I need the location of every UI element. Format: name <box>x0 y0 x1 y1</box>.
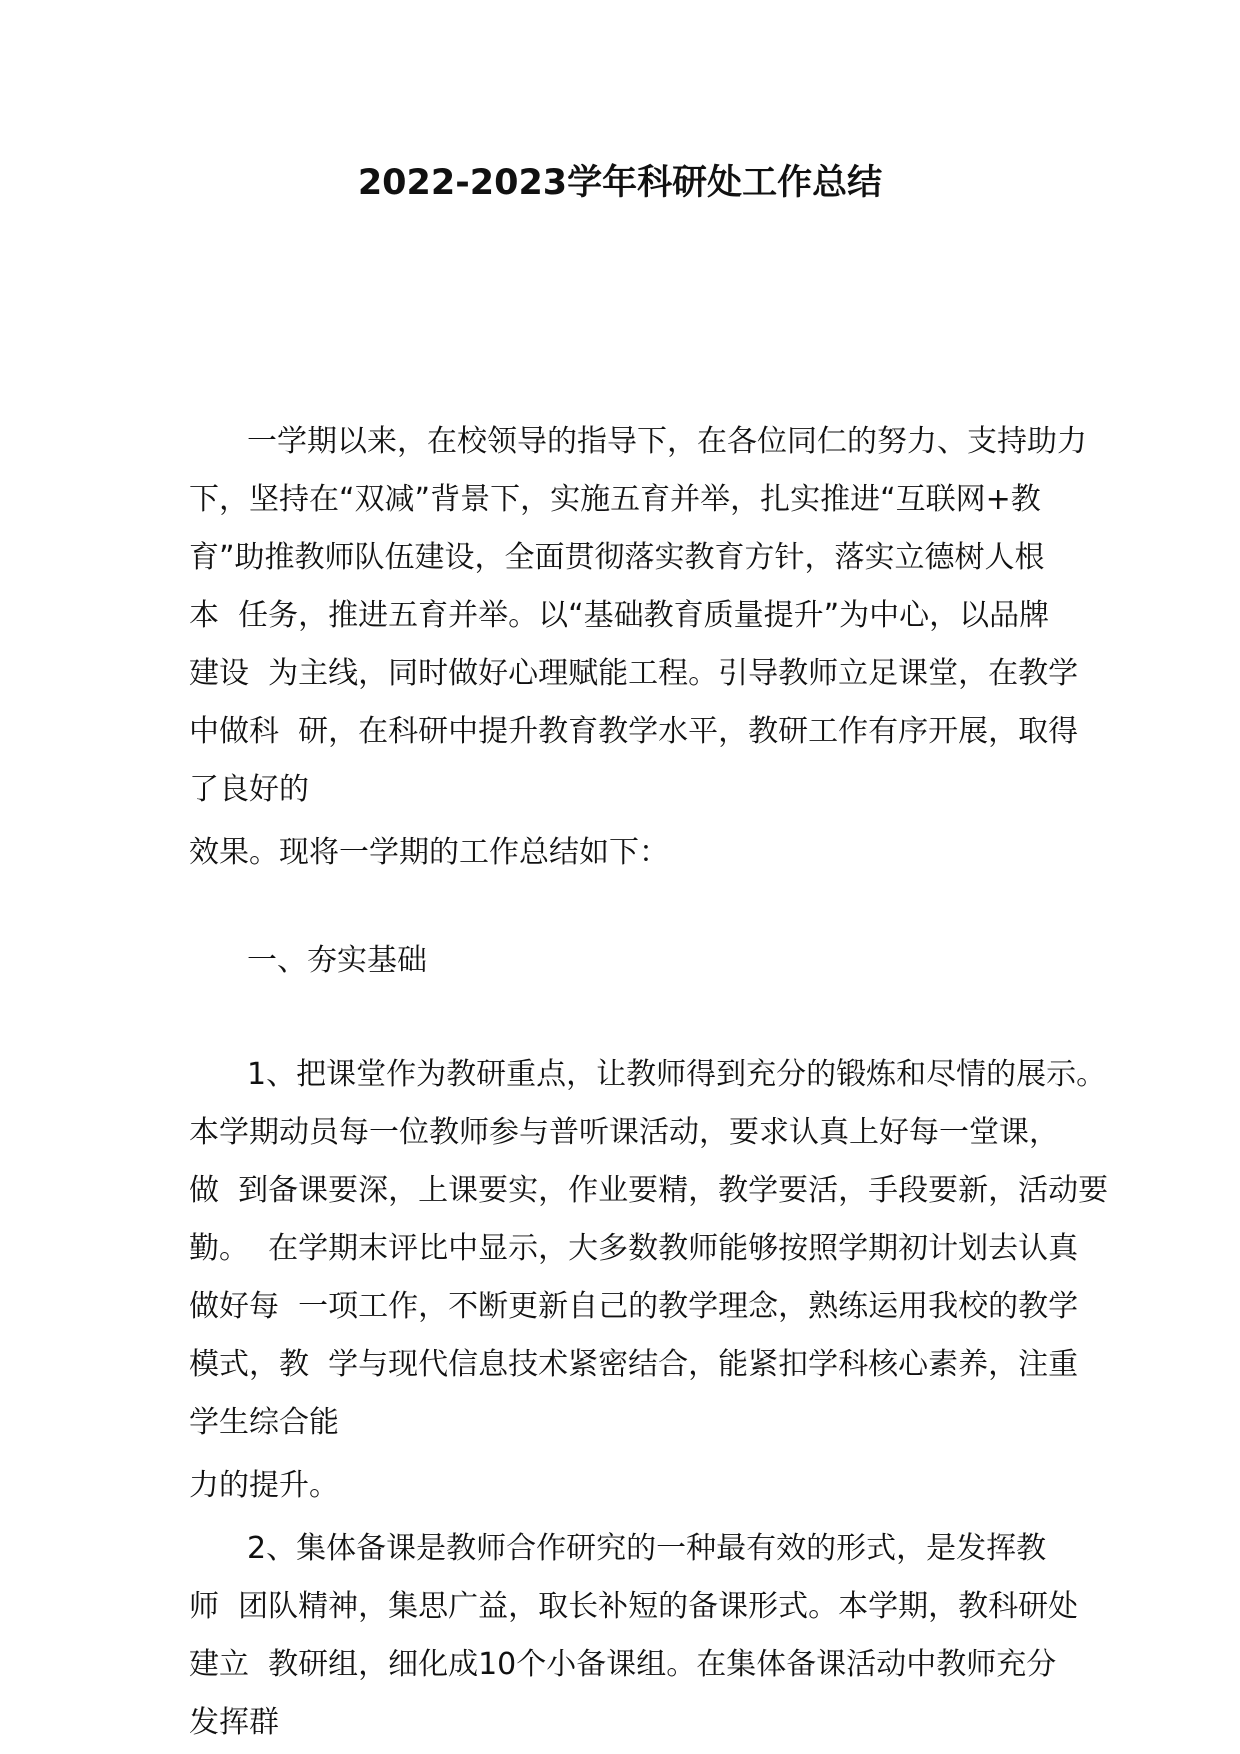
paragraph-line: 发挥群 <box>189 1705 279 1740</box>
paragraph-line: 下，坚持在“双减”背景下，实施五育并举，扎实推进“互联网+教 <box>189 482 1041 517</box>
paragraph-line: 模式，教 学与现代信息技术紧密结合，能紧扣学科核心素养，注重 <box>189 1347 1079 1382</box>
paragraph-line: 2、集体备课是教师合作研究的一种最有效的形式，是发挥教 <box>247 1531 1047 1566</box>
paragraph-line: 1、把课堂作为教研重点，让教师得到充分的锻炼和尽情的展示。 <box>247 1057 1107 1092</box>
paragraph-line: 本 任务，推进五育并举。以“基础教育质量提升”为中心，以品牌 <box>189 598 1050 633</box>
paragraph-line: 一学期以来，在校领导的指导下，在各位同仁的努力、支持助力 <box>247 424 1087 459</box>
document-title: 2022-2023学年科研处工作总结 <box>357 163 883 203</box>
paragraph-line: 学生综合能 <box>189 1405 339 1440</box>
paragraph-line: 建设 为主线，同时做好心理赋能工程。引导教师立足课堂，在教学 <box>189 656 1079 691</box>
paragraph-line: 育”助推教师队伍建设，全面贯彻落实教育方针，落实立德树人根 <box>189 540 1045 575</box>
paragraph-line: 了良好的 <box>189 772 309 807</box>
section-heading: 一、夯实基础 <box>247 943 427 978</box>
paragraph-line: 勤。 在学期末评比中显示，大多数教师能够按照学期初计划去认真 <box>189 1231 1079 1266</box>
paragraph-line: 做好每 一项工作，不断更新自己的教学理念，熟练运用我校的教学 <box>189 1289 1079 1324</box>
paragraph-line: 力的提升。 <box>189 1468 339 1503</box>
paragraph-line: 做 到备课要深，上课要实，作业要精，教学要活，手段要新，活动要 <box>189 1173 1109 1208</box>
paragraph-line: 师 团队精神，集思广益，取长补短的备课形式。本学期，教科研处 <box>189 1589 1079 1624</box>
paragraph-line: 效果。现将一学期的工作总结如下： <box>189 835 669 870</box>
paragraph-line: 建立 教研组，细化成10个小备课组。在集体备课活动中教师充分 <box>189 1647 1057 1682</box>
paragraph-line: 本学期动员每一位教师参与普听课活动，要求认真上好每一堂课， <box>189 1115 1059 1150</box>
paragraph-line: 中做科 研，在科研中提升教育教学水平，教研工作有序开展，取得 <box>189 714 1079 749</box>
